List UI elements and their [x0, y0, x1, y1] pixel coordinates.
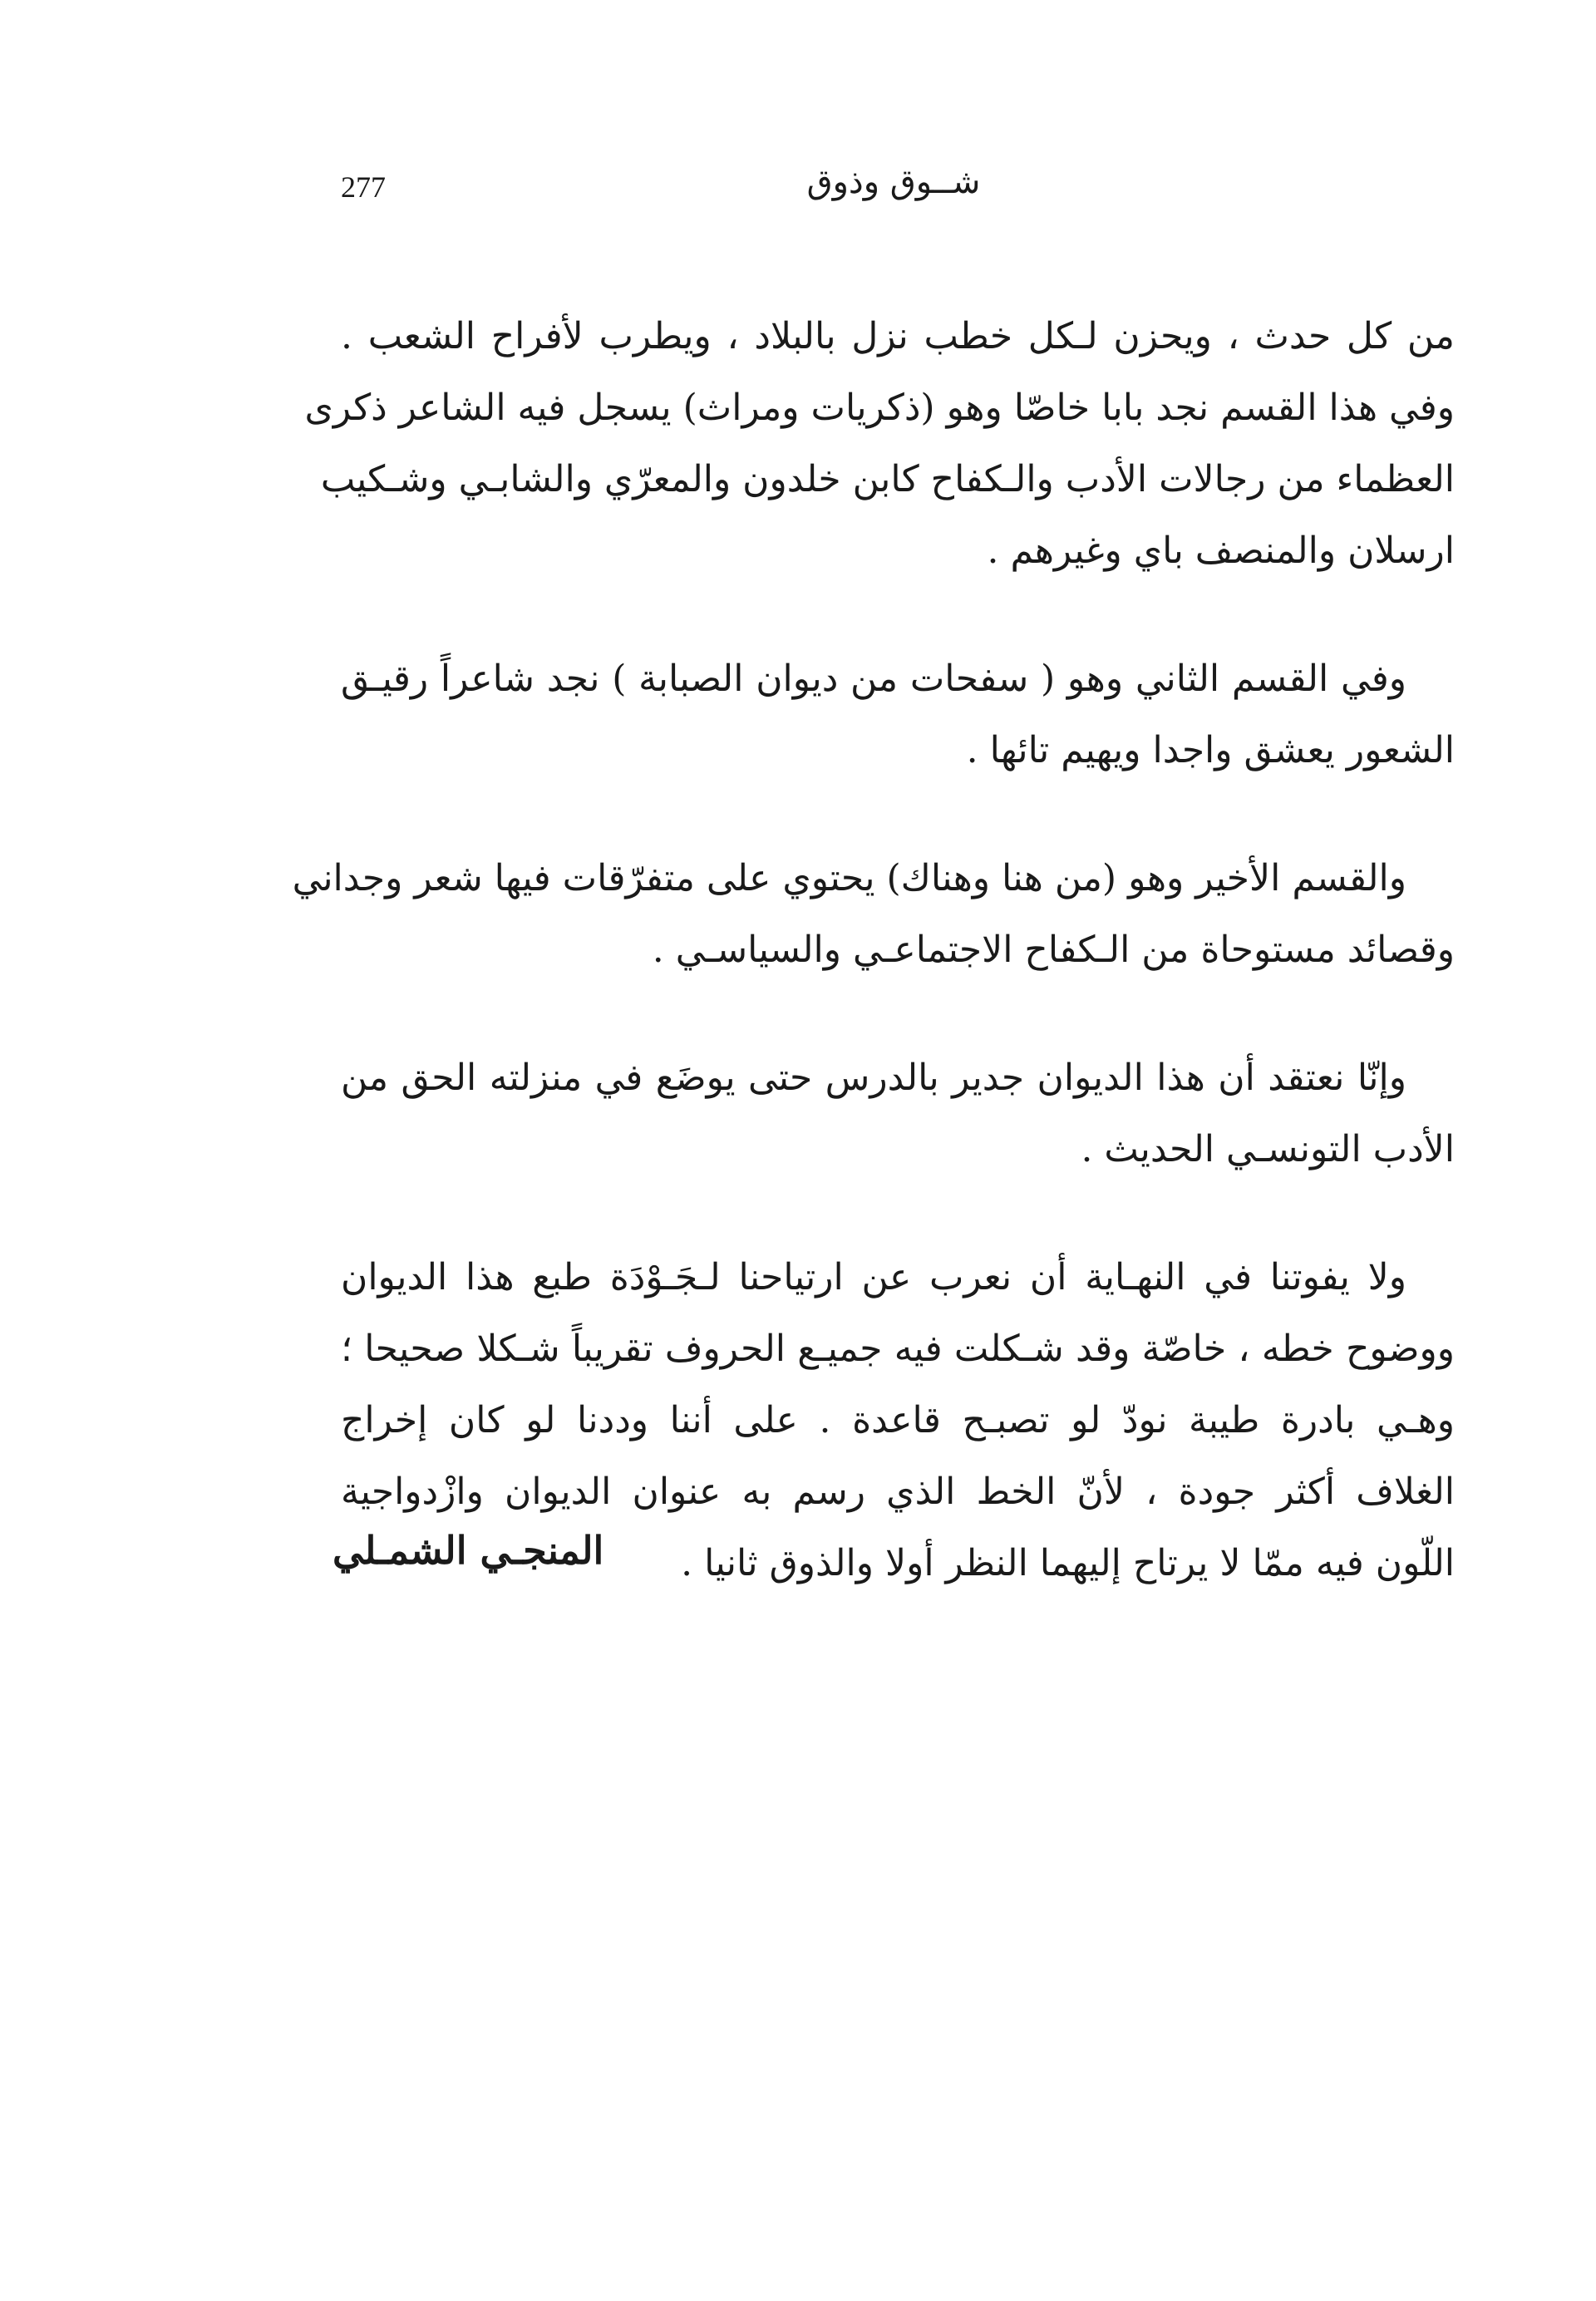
- author-signature: [332, 1528, 1463, 1573]
- text-line: وهـي بادرة طيبة نودّ لو تصبـح قاعدة . على أننا وددنا لو كان إخراج: [341, 1399, 1455, 1441]
- text-line: وقصائد مستوحاة من الـكفاح الاجتماعـي والسياسـي .: [652, 929, 1455, 971]
- text-line: ولا يفوتنا في النهـاية أن نعرب عن ارتياحنا لـجَـوْدَة طبع هذا الديوان: [341, 1256, 1406, 1298]
- paragraph: [304, 301, 1455, 587]
- text-line: العظماء من رجالات الأدب والـكفاح كابن خلدون والمعرّي والشابـي وشـكيب: [320, 458, 1455, 500]
- paragraph: [341, 643, 1455, 786]
- text-line: من كل حدث ، ويحزن لـكل خطب نزل بالبلاد ، ويطرب لأفراح الشعب .: [341, 315, 1455, 357]
- text-line: اللّون فيه ممّا لا يرتاح إليهما النظر أولا والذوق ثانيا .: [681, 1542, 1455, 1584]
- text-line: الأدب التونسـي الحديث .: [1081, 1128, 1455, 1170]
- text-line: والقسم الأخير وهو (من هنا وهناك) يحتوي على متفرّقات فيها شعر وجداني: [292, 857, 1406, 899]
- paragraph: [341, 1042, 1455, 1185]
- text-line: وفي هذا القسم نجد بابا خاصّا وهو (ذكريات ومراث) يسجل فيه الشاعر ذكرى: [304, 387, 1455, 429]
- running-title: شــوق وذوق: [806, 163, 981, 201]
- text-line: الغلاف أكثر جودة ، لأنّ الخط الذي رسم به عنوان الديوان وازْدواجية: [341, 1471, 1455, 1513]
- signature-text: المنجـي الشمـلي: [332, 1528, 604, 1573]
- page-header: [332, 163, 1455, 221]
- text-line: ارسلان والمنصف باي وغيرهم .: [987, 530, 1455, 572]
- paragraph: [292, 843, 1455, 986]
- page-number: 277: [341, 170, 386, 204]
- text-line: وفي القسم الثاني وهو ( سفحات من ديوان الصبابة ) نجد شاعراً رقيـق: [341, 658, 1406, 700]
- text-line: وإنّا نعتقد أن هذا الديوان جدير بالدرس حتى يوضَع في منزلته الحق من: [341, 1057, 1406, 1099]
- text-line: ووضوح خطه ، خاصّة وقد شـكلت فيه جميـع الحروف تقريباً شـكلا صحيحا ؛: [341, 1328, 1455, 1370]
- text-line: الشعور يعشق واجدا ويهيم تائها .: [966, 729, 1455, 771]
- body-text: [292, 301, 1455, 1599]
